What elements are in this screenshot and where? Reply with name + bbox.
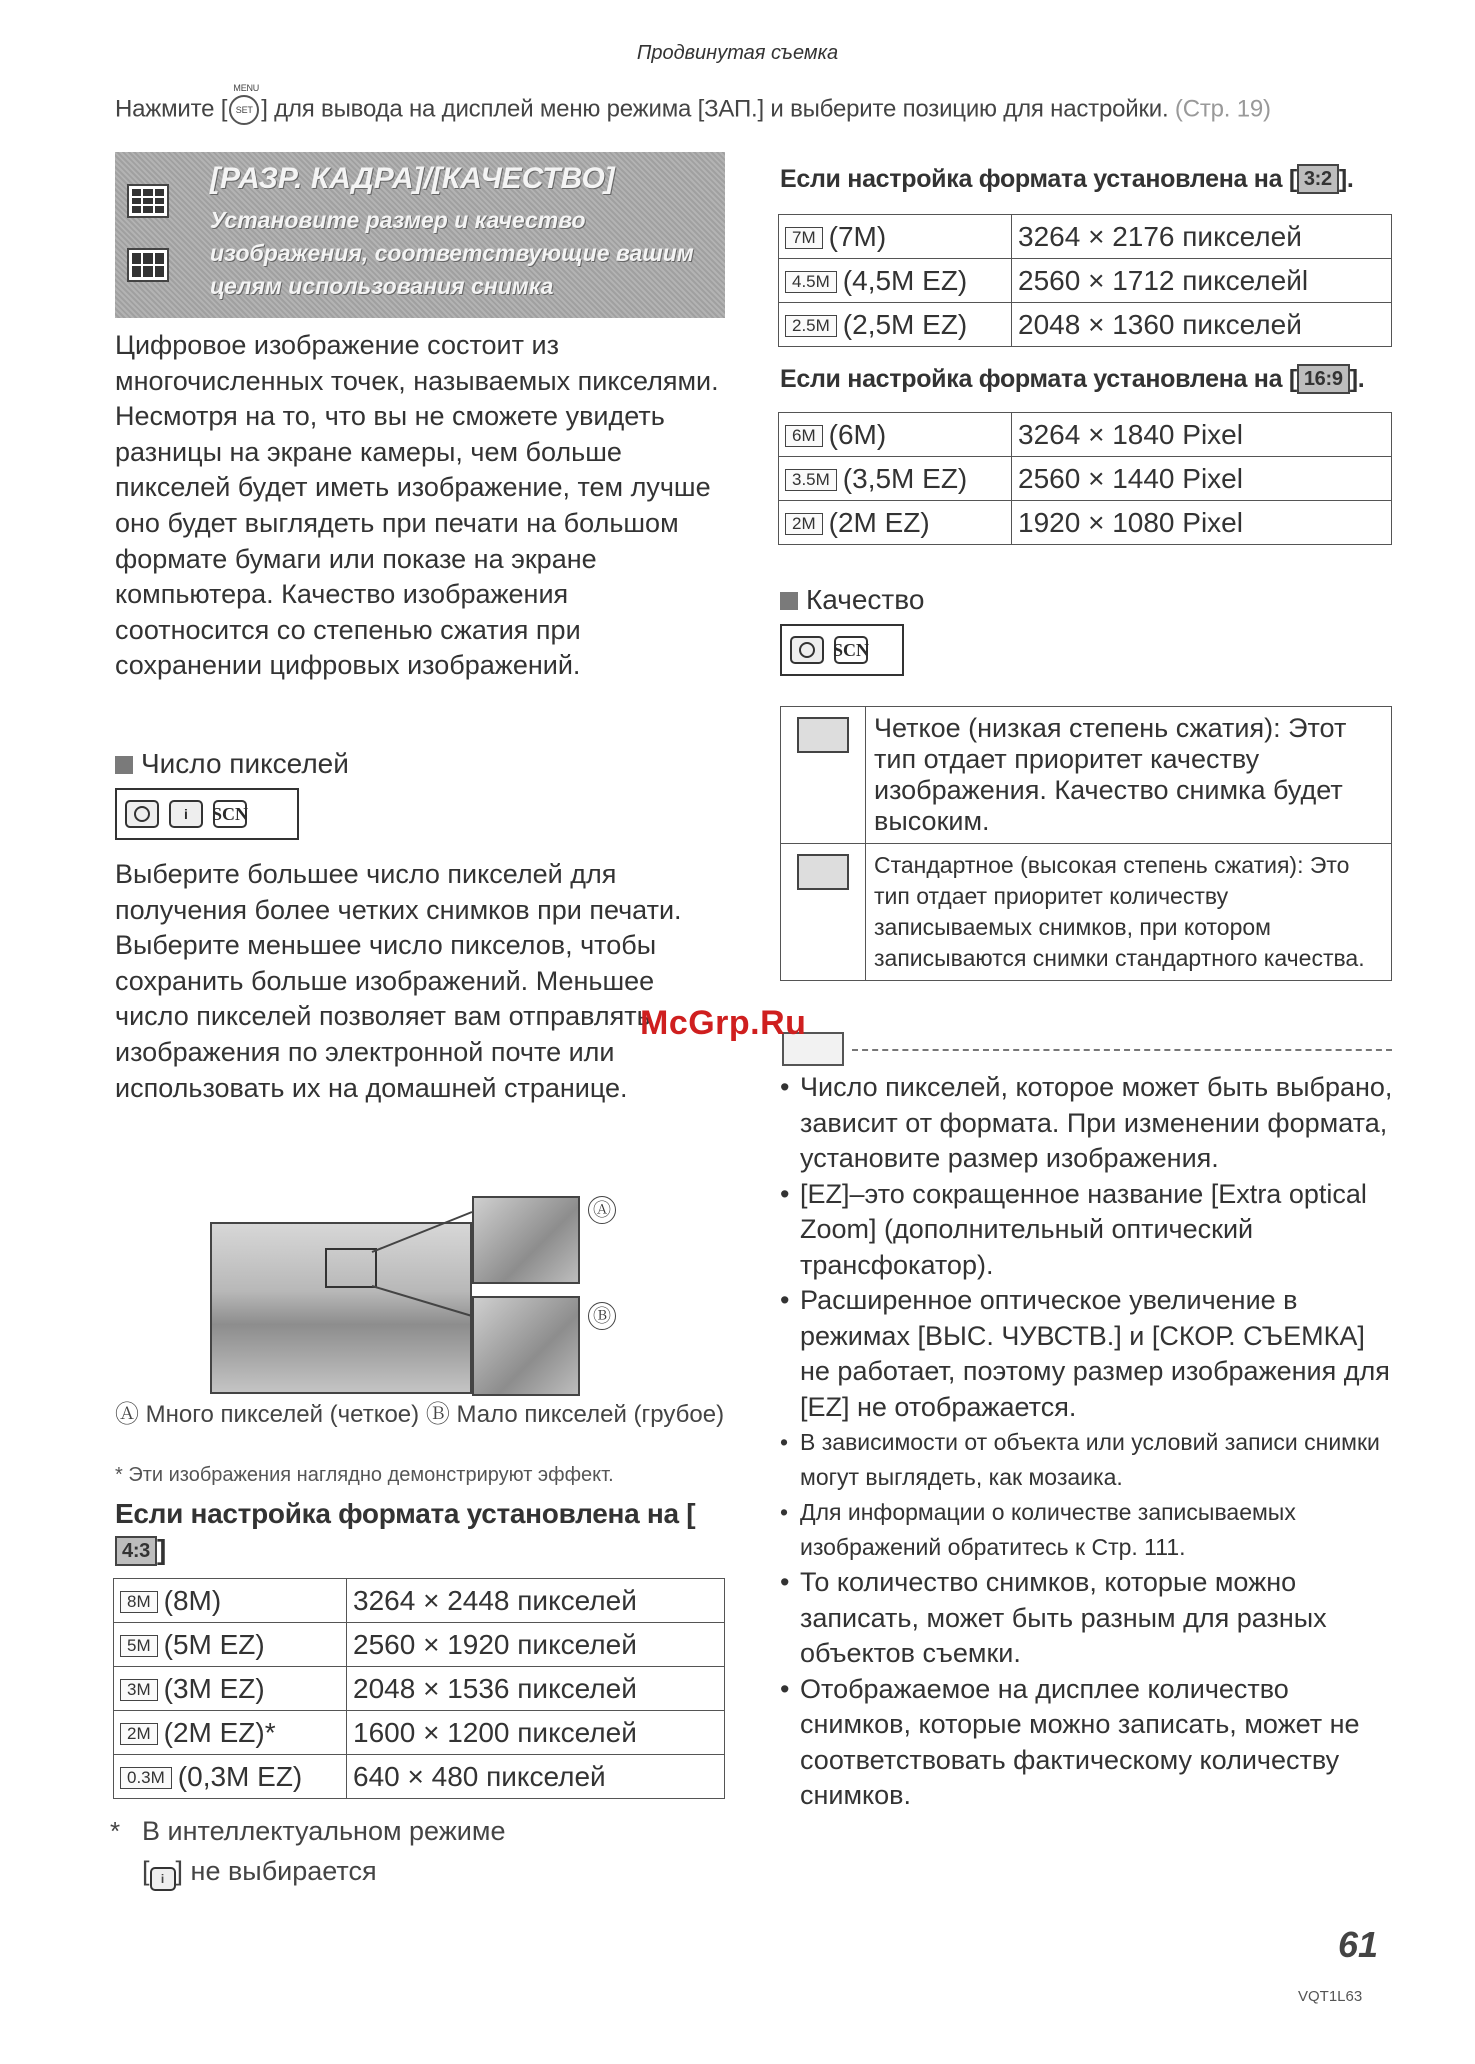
table-row [779, 457, 1392, 501]
table-row [114, 1623, 725, 1667]
pixels-modes [115, 788, 299, 840]
size-tag-icon: 7M [785, 227, 823, 249]
size-tag-icon: 0.3M [120, 1767, 172, 1789]
intelligent-auto-icon: i [169, 800, 203, 828]
size-name-cell [779, 457, 1012, 501]
notes-list [780, 1070, 1400, 1814]
intro-paragraph: Цифровое изображение состоит из многочисленных точек, называемых пикселями. Несмотря на то, что вы не сможете увидеть разницы на экране камеры, чем больше пикселей будет иметь изображение, тем лучше оно будет выглядеть при печати на большом формате бумаги или показе на экране компьютера. Качество изображения соотносится со степенью сжатия при сохранении цифровых изображений. [115, 330, 719, 681]
resolution-cell: 2560 × 1920 пикселей [347, 1623, 725, 1667]
section-banner [115, 152, 725, 318]
doc-code: VQT1L63 [1298, 1988, 1363, 2005]
size-tag-icon: 8M [120, 1591, 158, 1613]
camera-mode-icon [125, 800, 159, 828]
size-name-cell [779, 303, 1012, 347]
note-item: • То количество снимков, которые можно записать, может быть разным для разных объектов съемки. [780, 1565, 1400, 1672]
format-43-heading: Если настройка формата установлена на [4:3 ] [115, 1498, 696, 1565]
size-name-cell [779, 259, 1012, 303]
table-row [114, 1579, 725, 1623]
note-item: • [EZ]–это сокращенное название [Extra optical Zoom] (дополнительный оптический трансфокатор). [780, 1177, 1400, 1284]
table-row [779, 259, 1392, 303]
pixels-heading: Число пикселей [115, 748, 349, 780]
resolution-cell: 2048 × 1536 пикселей [347, 1667, 725, 1711]
banner-subtitle: Установите размер и качество изображения, соответствующие вашим целям использования снимка [210, 207, 694, 299]
quality-fine-text: Четкое (низкая степень сжатия): Этот тип отдает приоритет качеству изображения. Качество снимка будет высоким. [866, 707, 1392, 844]
size-name: (8M) [163, 1584, 222, 1616]
resolution-cell: 2048 × 1360 пикселей [1012, 303, 1392, 347]
resolution-cell: 3264 × 2448 пикселей [347, 1579, 725, 1623]
label-a: Ⓐ [588, 1196, 616, 1224]
picture-size-icon [127, 184, 169, 218]
standard-quality-icon [797, 854, 849, 890]
table-row [779, 303, 1392, 347]
illustration-caption: Ⓐ Много пикселей (четкое) Ⓑ Мало пикселей (грубое) [115, 1401, 725, 1428]
size-name: (4,5M EZ) [842, 264, 968, 296]
note-divider [852, 1049, 1392, 1051]
size-name-cell [114, 1579, 347, 1623]
resolution-cell: 2560 × 1440 Pixel [1012, 457, 1392, 501]
intro-after: ] для вывода на дисплей меню режима [ЗАП.] и выберите позицию для настройки. [261, 95, 1169, 123]
note-item: • Число пикселей, которое может быть выбрано, зависит от формата. При изменении формата, установите размер изображения. [780, 1070, 1400, 1177]
size-tag-icon: 6M [785, 425, 823, 447]
size-name: (7M) [828, 220, 887, 252]
quality-modes [780, 624, 904, 676]
size-name: (6M) [828, 418, 887, 450]
camera-mode-icon [790, 636, 824, 664]
size-tag-icon: 2M [120, 1723, 158, 1745]
resolution-cell: 3264 × 1840 Pixel [1012, 413, 1392, 457]
format-169-heading: Если настройка формата установлена на [ 16:9 ]. [780, 365, 1365, 393]
format-43-footnote-star: * [110, 1816, 121, 1846]
quality-heading: Качество [780, 584, 924, 616]
page-number: 61 [1338, 1924, 1379, 1965]
note-item: • Для информации о количестве записываемых изображений обратитесь к Стр. 111. [780, 1495, 1400, 1565]
scn-mode-icon: SCN [834, 636, 868, 664]
intro-line [115, 83, 1271, 125]
watermark: McGrp.Ru [640, 1004, 807, 1042]
coarse-detail-photo [472, 1296, 580, 1396]
size-name: (5M EZ) [163, 1628, 265, 1660]
size-name-cell [779, 413, 1012, 457]
square-bullet-icon [780, 592, 798, 610]
size-name-cell [114, 1711, 347, 1755]
size-name-cell [779, 215, 1012, 259]
format-43-footnote-line2: не выбирается [190, 1856, 377, 1886]
resolution-cell: 1600 × 1200 пикселей [347, 1711, 725, 1755]
resolution-cell: 640 × 480 пикселей [347, 1755, 725, 1799]
size-tag-icon: 2.5M [785, 315, 837, 337]
scn-mode-icon: SCN [213, 800, 247, 828]
table-row [779, 215, 1392, 259]
quality-icon [127, 248, 169, 282]
size-tag-icon: 5M [120, 1635, 158, 1657]
size-name-cell [114, 1667, 347, 1711]
size-name: (0,3M EZ) [177, 1760, 303, 1792]
quality-row-standard [781, 844, 1392, 981]
resolution-cell: 2560 × 1712 пикселейl [1012, 259, 1392, 303]
section-header: Продвинутая съемка [636, 42, 839, 64]
fine-detail-photo [472, 1196, 580, 1284]
format-43-table [113, 1578, 725, 1799]
resolution-cell: 1920 × 1080 Pixel [1012, 501, 1392, 545]
quality-table [780, 706, 1392, 981]
size-name-cell [779, 501, 1012, 545]
label-b: Ⓑ [588, 1302, 616, 1330]
table-row [114, 1711, 725, 1755]
note-item: • Отображаемое на дисплее количество снимков, которые можно записать, может не соответствовать фактическому количеству снимков. [780, 1672, 1400, 1814]
fine-quality-icon [797, 717, 849, 753]
format-169-table [778, 412, 1392, 545]
aspect-169-badge: 16:9 [1297, 364, 1350, 394]
pixels-text: Выберите большее число пикселей для получения более четких снимков при печати. Выберите меньшее число пикселов, чтобы сохранить больше изображений. Меньшее число пикселей позволяет вам отправлять изображения по электронной почте или использовать их на домашней странице. [115, 859, 682, 1103]
quality-standard-text: Стандартное (высокая степень сжатия): Это тип отдает приоритет количеству записываемых снимков, при котором записываются снимки стандартного качества. [866, 844, 1392, 981]
size-name-cell [114, 1755, 347, 1799]
size-tag-icon: 2M [785, 513, 823, 535]
note-item: • В зависимости от объекта или условий записи снимки могут выглядеть, как мозаика. [780, 1425, 1400, 1495]
size-tag-icon: 4.5M [785, 271, 837, 293]
zoom-lines [370, 1190, 480, 1340]
quality-row-fine [781, 707, 1392, 844]
resolution-cell: 3264 × 2176 пикселей [1012, 215, 1392, 259]
format-43-footnote-line1: В интеллектуальном режиме [142, 1816, 506, 1846]
table-row [779, 501, 1392, 545]
intro-before: Нажмите [ [115, 95, 228, 123]
table-row [114, 1667, 725, 1711]
aspect-32-badge: 3:2 [1297, 164, 1339, 194]
size-tag-icon: 3.5M [785, 469, 837, 491]
size-name: (2M EZ)* [163, 1716, 276, 1748]
format-32-heading: Если настройка формата установлена на [ 3:2 ]. [780, 165, 1354, 193]
size-name-cell [114, 1623, 347, 1667]
illustration-footnote: * Эти изображения наглядно демонстрируют эффект. [115, 1464, 614, 1486]
size-name: (3,5M EZ) [842, 462, 968, 494]
banner-title: [РАЗР. КАДРА]/[КАЧЕСТВО] [210, 162, 615, 195]
intelligent-auto-small-icon: i [150, 1867, 176, 1891]
size-tag-icon: 3M [120, 1679, 158, 1701]
aspect-43-badge: 4:3 [115, 1536, 157, 1566]
format-43-footnote-line2-wrap: [ i ] не выбирается [142, 1856, 377, 1891]
square-bullet-icon [115, 756, 133, 774]
size-name: (3M EZ) [163, 1672, 265, 1704]
format-32-table [778, 214, 1392, 347]
size-name: (2,5M EZ) [842, 308, 968, 340]
menu-set-icon: MENU SET [229, 95, 259, 125]
table-row [779, 413, 1392, 457]
size-name: (2M EZ) [828, 506, 930, 538]
table-row [114, 1755, 725, 1799]
intro-page-ref: (Стр. 19) [1174, 95, 1271, 123]
note-item: • Расширенное оптическое увеличение в режимах [ВЫС. ЧУВСТВ.] и [СКОР. СЪЕМКА] не работает, поэтому размер изображения для [EZ] не отображается. [780, 1283, 1400, 1425]
